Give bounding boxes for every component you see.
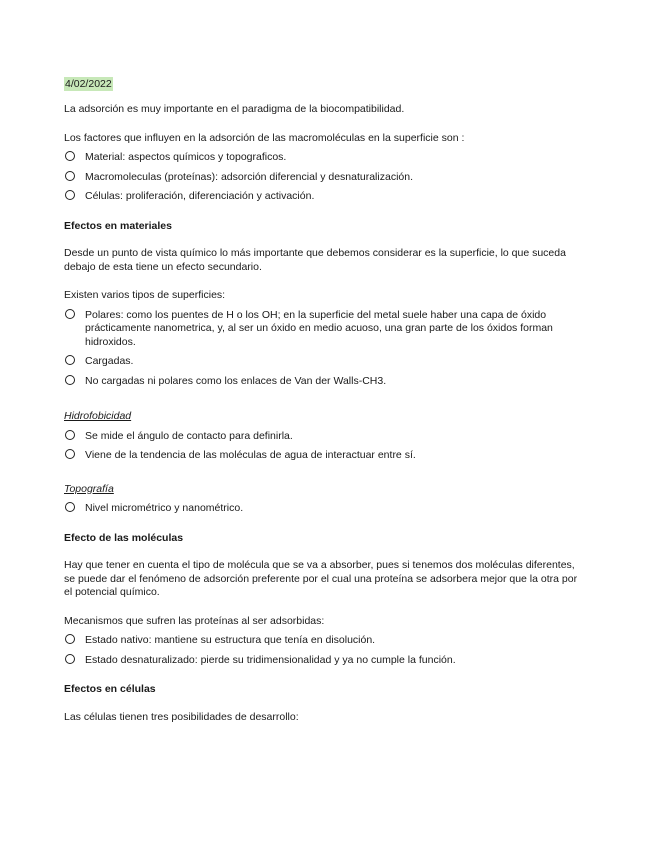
list-item: Material: aspectos químicos y topograficos. (64, 151, 584, 165)
molecules-heading: Efecto de las moléculas (64, 531, 184, 544)
circle-bullet-icon (65, 634, 75, 644)
list-item: Estado desnaturalizado: pierde su tridimensionalidad y ya no cumple la función. (64, 654, 584, 668)
molecules-paragraph: Hay que tener en cuenta el tipo de molécula que se va a absorber, pues si tenemos dos moléculas diferentes, se puede dar el fenómeno de adsorción preferente por el cual una proteína se adsorbera mejor que la otra por el potencial químico. (64, 559, 578, 598)
circle-bullet-icon (65, 502, 75, 512)
mechanisms-intro: Mecanismos que sufren las proteínas al ser adsorbidas: (64, 614, 325, 627)
cells-paragraph: Las células tienen tres posibilidades de desarrollo: (64, 710, 299, 723)
circle-bullet-icon (65, 190, 75, 200)
topography-list (64, 502, 584, 516)
circle-bullet-icon (65, 171, 75, 181)
intro-paragraph: La adsorción es muy importante en el paradigma de la biocompatibilidad. (64, 103, 405, 115)
surface-types-intro: Existen varios tipos de superficies: (64, 289, 226, 301)
circle-bullet-icon (65, 309, 75, 319)
materials-heading: Efectos en materiales (64, 219, 172, 232)
factors-intro: Los factores que influyen en la adsorción de las macromoléculas en la superficie son : (64, 131, 465, 144)
hydrophobicity-title: Hidrofobicidad (64, 410, 132, 422)
circle-bullet-icon (65, 355, 75, 365)
list-item: Cargadas. (64, 355, 584, 369)
topography-title: Topografía (64, 482, 114, 495)
date-line (64, 77, 584, 91)
list-item: Se mide el ángulo de contacto para definirla. (64, 430, 584, 444)
circle-bullet-icon (65, 449, 75, 459)
list-item: Células: proliferación, diferenciación y activación. (64, 190, 584, 204)
circle-bullet-icon (65, 430, 75, 440)
factors-list (64, 151, 584, 204)
hydrophobicity-list (64, 430, 584, 463)
list-item: Viene de la tendencia de las moléculas de agua de interactuar entre sí. (64, 449, 584, 463)
list-item: Estado nativo: mantiene su estructura que tenía en disolución. (64, 634, 584, 648)
date-highlight: 4/02/2022 (65, 78, 112, 90)
list-item: Nivel micrométrico y nanométrico. (64, 502, 584, 516)
materials-paragraph: Desde un punto de vista químico lo más importante que debemos considerar es la superficie, lo que suceda debajo de esta tiene un efecto secundario. (64, 247, 566, 273)
list-item: Polares: como los puentes de H o los OH; en la superficie del metal suele haber una capa de óxido prácticamente nanometrica, y, al ser un óxido en medio acuoso, una gran parte de los óxidos forman hidroxidos. (64, 309, 584, 350)
mechanisms-list (64, 634, 584, 667)
circle-bullet-icon (65, 654, 75, 664)
cells-heading: Efectos en células (64, 683, 156, 695)
surface-types-list (64, 309, 584, 389)
list-item: Macromoleculas (proteínas): adsorción diferencial y desnaturalización. (64, 171, 584, 185)
circle-bullet-icon (65, 375, 75, 385)
list-item: No cargadas ni polares como los enlaces de Van der Walls-CH3. (64, 375, 584, 389)
circle-bullet-icon (65, 151, 75, 161)
